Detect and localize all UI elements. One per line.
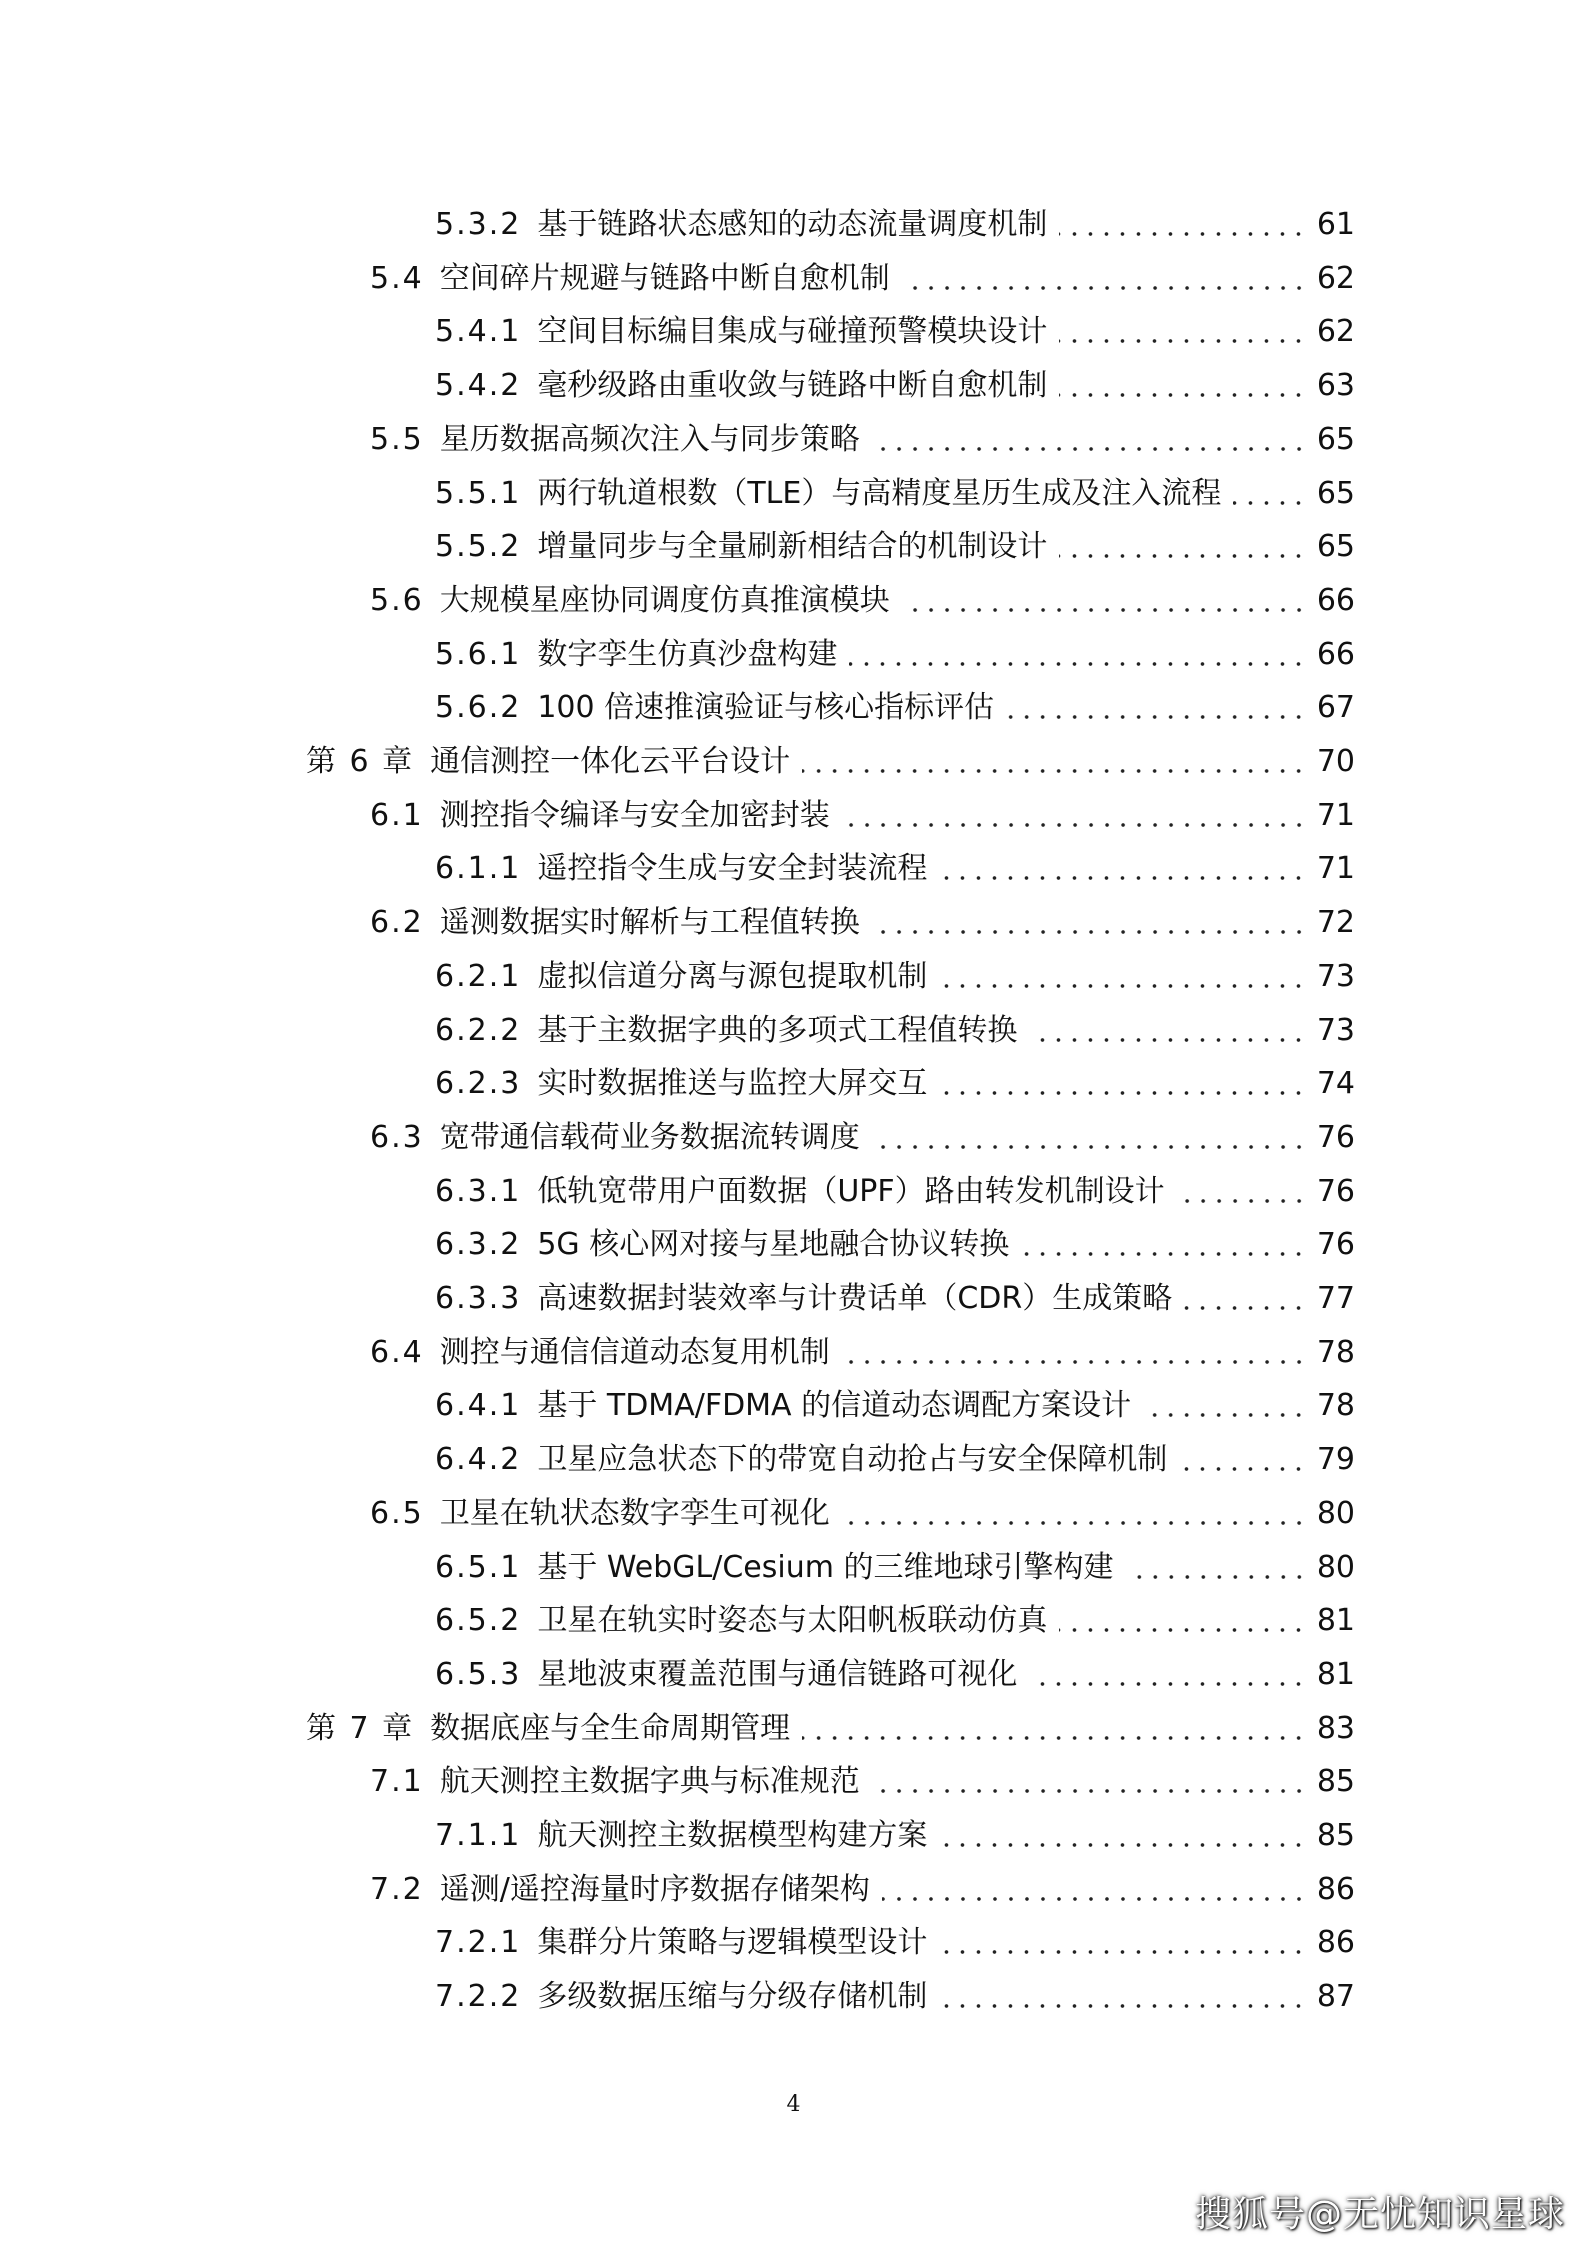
toc-leader-dots — [1021, 1252, 1307, 1256]
toc-entry[interactable] — [435, 1916, 1355, 1970]
toc-entry-text — [435, 520, 1047, 574]
toc-leader-dots — [872, 447, 1307, 451]
toc-entry-title: 航天测控主数据模型构建方案 — [537, 1818, 928, 1853]
toc-entry-number: 7.1 — [370, 1764, 424, 1800]
toc-entry-title: 100 倍速推演验证与核心指标评估 — [537, 690, 995, 726]
toc-entry[interactable] — [370, 252, 1355, 306]
toc-entry-title: 宽带通信载荷业务数据流转调度 — [439, 1119, 860, 1155]
toc-entry-title: 空间碎片规避与链路中断自愈机制 — [439, 260, 890, 296]
toc-entry[interactable] — [370, 574, 1355, 628]
toc-entry-title: 大规模星座协同调度仿真推演模块 — [439, 582, 890, 618]
toc-entry-title: 空间目标编目集成与碰撞预警模块设计 — [537, 314, 1048, 350]
toc-entry-page: 71 — [1316, 797, 1355, 833]
toc-entry-text — [435, 1057, 927, 1111]
toc-entry-text — [435, 305, 1047, 359]
toc-entry-text — [435, 628, 837, 682]
toc-entry-text — [435, 842, 927, 896]
toc-leader-dots — [872, 930, 1307, 934]
toc-leader-dots — [1059, 554, 1306, 558]
toc-entry-text — [435, 1379, 1131, 1433]
toc-entry-text — [435, 1272, 1172, 1326]
toc-entry-text — [370, 1863, 870, 1917]
toc-entry-title: 基于 WebGL/Cesium 的三维地球引擎构建 — [537, 1549, 1114, 1585]
toc-leader-dots — [1059, 1628, 1306, 1632]
toc-entry-title: 实时数据推送与监控大屏交互 — [537, 1066, 928, 1102]
toc-entry-title: 增量同步与全量刷新相结合的机制设计 — [537, 529, 1048, 565]
toc-entry-title: 测控与通信信道动态复用机制 — [439, 1334, 830, 1370]
toc-entry-text — [435, 681, 994, 735]
watermark: 搜狐号@无忧知识星球 — [1194, 2194, 1565, 2235]
toc-entry-text — [435, 1594, 1047, 1648]
toc-entry-page: 70 — [1316, 744, 1355, 779]
toc-entry-text — [435, 467, 1221, 521]
toc-entry-title: 集群分片策略与逻辑模型设计 — [537, 1925, 928, 1961]
toc-entry-page: 66 — [1316, 582, 1355, 618]
toc-entry-text — [370, 896, 860, 950]
toc-leader-dots — [1126, 1575, 1307, 1579]
toc-leader-dots — [1059, 232, 1306, 236]
toc-leader-dots — [1059, 393, 1306, 397]
toc-entry-page: 85 — [1316, 1818, 1355, 1853]
toc-entry[interactable] — [435, 950, 1355, 1004]
toc-entry-title: 遥测数据实时解析与工程值转换 — [439, 905, 860, 941]
toc-leader-dots — [1006, 715, 1307, 719]
toc-entry[interactable] — [435, 1809, 1355, 1863]
toc-leader-dots — [1029, 1038, 1306, 1042]
page-number: 4 — [786, 2092, 801, 2117]
toc-leader-dots — [939, 984, 1306, 988]
toc-entry[interactable] — [435, 842, 1355, 896]
toc-entry[interactable] — [435, 628, 1355, 682]
toc-entry-number: 5.5 — [370, 421, 424, 457]
toc-entry-text — [435, 1648, 1017, 1702]
toc-entry-number: 5.4.2 — [435, 368, 522, 404]
toc-entry-text — [306, 735, 790, 789]
toc-entry[interactable] — [370, 896, 1355, 950]
toc-entry-page: 62 — [1316, 260, 1355, 296]
toc-entry-number: 6.2.1 — [435, 958, 522, 994]
toc-entry[interactable] — [435, 1541, 1355, 1595]
toc-entry-page: 67 — [1316, 690, 1355, 726]
toc-leader-dots — [939, 1843, 1306, 1847]
toc-leader-dots — [939, 2004, 1306, 2008]
toc-entry-title: 卫星在轨状态数字孪生可视化 — [439, 1495, 830, 1531]
toc-entry-number: 5.6.1 — [435, 636, 522, 672]
toc-entry-number: 7.2.2 — [435, 1979, 522, 2015]
toc-entry-title: 基于链路状态感知的动态流量调度机制 — [537, 207, 1048, 242]
toc-entry-title: 卫星在轨实时姿态与太阳帆板联动仿真 — [537, 1603, 1048, 1639]
toc-entry-text — [435, 1165, 1165, 1219]
toc-entry-text — [435, 1433, 1167, 1487]
toc-entry-text — [370, 789, 830, 843]
toc-entry-page: 72 — [1316, 905, 1355, 941]
toc-entry-number: 第 6 章 — [306, 744, 415, 779]
toc-entry-number: 5.4 — [370, 260, 424, 296]
toc-entry[interactable] — [370, 1487, 1355, 1541]
toc-entry-number: 7.1.1 — [435, 1818, 522, 1853]
toc-entry-text — [435, 198, 1047, 252]
toc-entry-number: 6.1.1 — [435, 851, 522, 887]
toc-entry-number: 第 7 章 — [306, 1710, 415, 1746]
toc-entry-number: 6.2.3 — [435, 1066, 522, 1102]
toc-leader-dots — [842, 1521, 1307, 1525]
toc-entry-page: 71 — [1316, 851, 1355, 887]
toc-entry[interactable] — [435, 1648, 1355, 1702]
toc-entry[interactable] — [370, 1326, 1355, 1380]
toc-leader-dots — [882, 1897, 1307, 1901]
toc-leader-dots — [872, 1789, 1307, 1793]
toc-leader-dots — [802, 769, 1307, 773]
toc-entry[interactable] — [370, 789, 1355, 843]
toc-entry-page: 63 — [1316, 368, 1355, 404]
toc-leader-dots — [902, 286, 1307, 290]
toc-entry[interactable] — [435, 681, 1355, 735]
toc-entry-title: 遥控指令生成与安全封装流程 — [537, 851, 928, 887]
toc-leader-dots — [849, 662, 1306, 666]
toc-entry-text — [370, 1111, 860, 1165]
toc-entry-text — [435, 1916, 927, 1970]
toc-entry[interactable] — [435, 1004, 1355, 1058]
toc-entry-title: 基于主数据字典的多项式工程值转换 — [537, 1012, 1018, 1048]
toc-entry-page: 76 — [1316, 1119, 1355, 1155]
toc-entry-number: 5.5.2 — [435, 529, 522, 565]
toc-entry-title: 两行轨道根数（TLE）与高精度星历生成及注入流程 — [537, 475, 1222, 511]
toc-leader-dots — [872, 1145, 1307, 1149]
toc-entry-page: 65 — [1316, 529, 1355, 565]
toc-entry-page: 73 — [1316, 1012, 1355, 1048]
toc-entry-page: 76 — [1316, 1227, 1355, 1263]
toc-entry-number: 6.3.3 — [435, 1281, 522, 1316]
toc-leader-dots — [1233, 501, 1306, 505]
toc-entry-title: 数据底座与全生命周期管理 — [430, 1710, 791, 1746]
toc-entry-title: 低轨宽带用户面数据（UPF）路由转发机制设计 — [537, 1173, 1165, 1209]
toc-entry-page: 86 — [1316, 1925, 1355, 1961]
toc-entry-number: 6.4 — [370, 1334, 424, 1370]
toc-entry[interactable] — [435, 1594, 1355, 1648]
toc-entry-number: 6.2 — [370, 905, 424, 941]
toc-entry-page: 65 — [1316, 421, 1355, 457]
toc-leader-dots — [939, 876, 1306, 880]
toc-entry-text — [370, 1755, 860, 1809]
toc-entry-title: 基于 TDMA/FDMA 的信道动态调配方案设计 — [537, 1388, 1132, 1424]
toc-entry-page: 73 — [1316, 958, 1355, 994]
toc-entry-number: 5.6.2 — [435, 690, 522, 726]
toc-entry-text — [435, 1970, 927, 2024]
toc-entry-text — [370, 574, 890, 628]
toc-entry-number: 5.5.1 — [435, 475, 522, 511]
toc-entry-number: 6.5 — [370, 1495, 424, 1531]
toc-entry-number: 6.3.2 — [435, 1227, 522, 1263]
toc-entry-page: 78 — [1316, 1334, 1355, 1370]
toc-entry-text — [435, 1541, 1114, 1595]
toc-leader-dots — [939, 1950, 1306, 1954]
toc-entry-page: 62 — [1316, 314, 1355, 350]
toc-entry[interactable] — [435, 305, 1355, 359]
toc-entry-text — [435, 359, 1047, 413]
toc-entry-page: 66 — [1316, 636, 1355, 672]
toc-entry[interactable] — [435, 1057, 1355, 1111]
toc-entry[interactable] — [435, 467, 1355, 521]
toc-entry-page: 86 — [1316, 1871, 1355, 1907]
toc-entry[interactable] — [306, 1702, 1355, 1756]
toc-entry-title: 航天测控主数据字典与标准规范 — [439, 1764, 860, 1800]
toc-entry-number: 7.2 — [370, 1871, 424, 1907]
toc-leader-dots — [1184, 1306, 1307, 1310]
toc-entry[interactable] — [370, 413, 1355, 467]
toc-entry-title: 高速数据封装效率与计费话单（CDR）生成策略 — [537, 1281, 1173, 1316]
toc-entry-number: 6.5.2 — [435, 1603, 522, 1639]
toc-entry-text — [435, 950, 927, 1004]
toc-entry-page: 78 — [1316, 1388, 1355, 1424]
toc-entry-text — [306, 1702, 790, 1756]
toc-entry-page: 65 — [1316, 475, 1355, 511]
toc-entry-title: 通信测控一体化云平台设计 — [430, 744, 791, 779]
toc-entry-page: 79 — [1316, 1442, 1355, 1478]
toc-entry-title: 星地波束覆盖范围与通信链路可视化 — [537, 1656, 1018, 1692]
toc-entry-number: 6.1 — [370, 797, 424, 833]
toc-entry[interactable] — [435, 1970, 1355, 2024]
toc-entry-text — [435, 1809, 927, 1863]
toc-leader-dots — [1059, 339, 1306, 343]
toc-entry-text — [435, 1218, 1009, 1272]
toc-entry-number: 5.6 — [370, 582, 424, 618]
toc-entry[interactable] — [435, 1165, 1355, 1219]
toc-entry-page: 80 — [1316, 1495, 1355, 1531]
toc-entry-title: 数字孪生仿真沙盘构建 — [537, 636, 838, 672]
toc-leader-dots — [1179, 1467, 1306, 1471]
toc-leader-dots — [802, 1736, 1307, 1740]
toc-entry-number: 6.3 — [370, 1119, 424, 1155]
toc-entry-number: 6.4.2 — [435, 1442, 522, 1478]
toc-entry[interactable] — [435, 359, 1355, 413]
toc-entry-number: 6.5.1 — [435, 1549, 522, 1585]
toc-entry-text — [370, 1326, 830, 1380]
toc-entry-text — [370, 1487, 830, 1541]
toc-entry-page: 80 — [1316, 1549, 1355, 1585]
toc-entry[interactable] — [435, 1218, 1355, 1272]
toc-entry-page: 74 — [1316, 1066, 1355, 1102]
toc-leader-dots — [939, 1091, 1306, 1095]
toc-entry[interactable] — [370, 1111, 1355, 1165]
toc-entry-number: 6.5.3 — [435, 1656, 522, 1692]
toc-entry-page: 81 — [1316, 1656, 1355, 1692]
toc-entry-title: 星历数据高频次注入与同步策略 — [439, 421, 860, 457]
toc-entry-title: 测控指令编译与安全加密封装 — [439, 797, 830, 833]
toc-leader-dots — [842, 823, 1307, 827]
toc-entry-page: 61 — [1316, 207, 1355, 242]
toc-entry-number: 6.2.2 — [435, 1012, 522, 1048]
toc-entry-title: 毫秒级路由重收敛与链路中断自愈机制 — [537, 368, 1048, 404]
toc-entry-page: 87 — [1316, 1979, 1355, 2015]
toc-entry-page: 81 — [1316, 1603, 1355, 1639]
toc-leader-dots — [1029, 1682, 1306, 1686]
toc-entry-text — [435, 1004, 1017, 1058]
toc-entry-number: 7.2.1 — [435, 1925, 522, 1961]
toc-entry[interactable] — [435, 520, 1355, 574]
toc-entry[interactable] — [370, 1755, 1355, 1809]
toc-entry-page: 76 — [1316, 1173, 1355, 1209]
toc-entry[interactable] — [435, 1379, 1355, 1433]
toc-entry-title: 卫星应急状态下的带宽自动抢占与安全保障机制 — [537, 1442, 1168, 1478]
toc-entry-title: 5G 核心网对接与星地融合协议转换 — [537, 1227, 1010, 1263]
toc-entry-page: 85 — [1316, 1764, 1355, 1800]
toc-entry[interactable] — [306, 735, 1355, 789]
toc-leader-dots — [842, 1360, 1307, 1364]
toc-leader-dots — [1143, 1413, 1307, 1417]
toc-entry-page: 77 — [1316, 1281, 1355, 1316]
toc-leader-dots — [902, 608, 1307, 612]
toc-entry-text — [370, 252, 890, 306]
toc-entry-number: 6.4.1 — [435, 1388, 522, 1424]
toc-leader-dots — [1177, 1199, 1307, 1203]
toc-entry-page: 83 — [1316, 1710, 1355, 1746]
toc-entry[interactable] — [435, 1433, 1355, 1487]
toc-entry-title: 遥测/遥控海量时序数据存储架构 — [439, 1871, 870, 1907]
toc-entry-title: 多级数据压缩与分级存储机制 — [537, 1979, 928, 2015]
toc-entry-number: 5.4.1 — [435, 314, 522, 350]
toc-entry[interactable] — [435, 1272, 1355, 1326]
toc-entry-number: 5.3.2 — [435, 207, 522, 242]
toc-entry[interactable] — [435, 198, 1355, 252]
toc-entry[interactable] — [370, 1863, 1355, 1917]
toc-entry-number: 6.3.1 — [435, 1173, 522, 1209]
toc-entry-text — [370, 413, 860, 467]
toc-entry-title: 虚拟信道分离与源包提取机制 — [537, 958, 928, 994]
